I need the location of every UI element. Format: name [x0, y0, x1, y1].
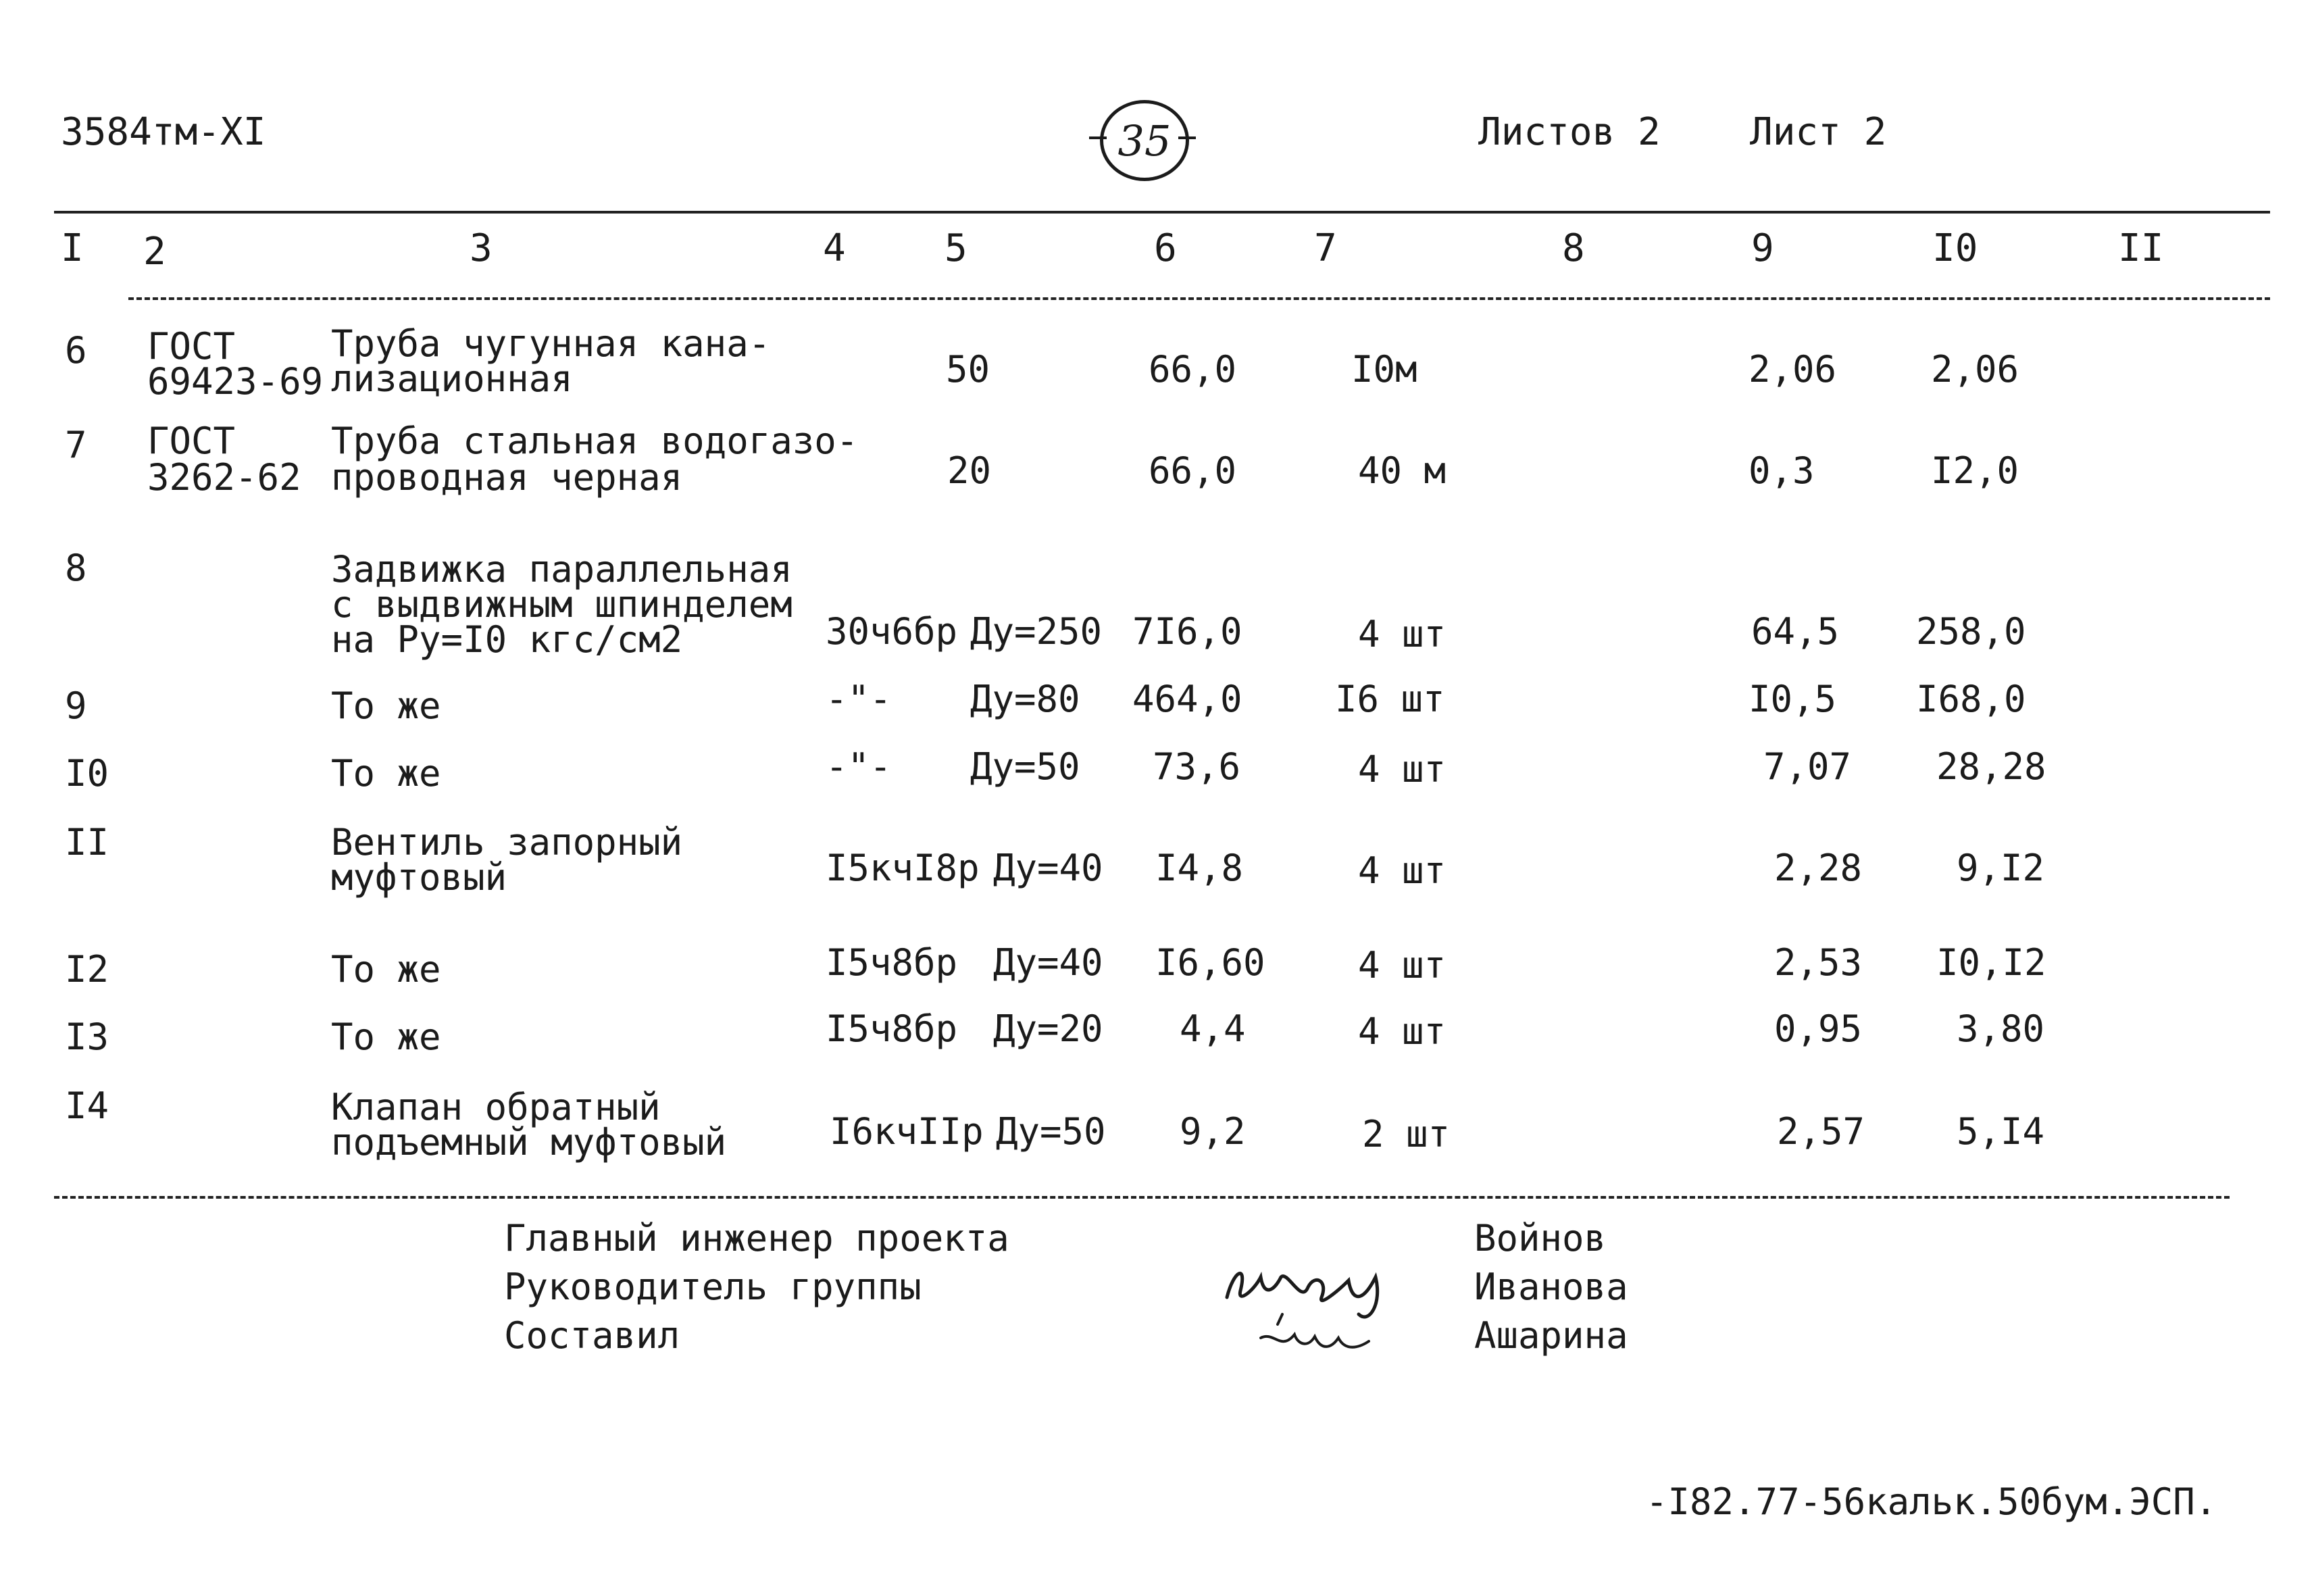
row-col5: Ду=50 — [970, 745, 1080, 788]
col-header-10: I0 — [1932, 226, 1978, 270]
row-number: II — [65, 821, 109, 864]
row-col10: 2,06 — [1931, 348, 2019, 391]
sheets-total: Листов 2 — [1478, 110, 1661, 154]
row-col6: 7I6,0 — [1132, 610, 1242, 653]
row-item-name: То же — [331, 1016, 441, 1058]
row-col10: I2,0 — [1931, 449, 2019, 492]
row-col4: I5ч8бр — [826, 1007, 958, 1050]
page-stamp-number: 35 — [1117, 116, 1172, 166]
row-col7: I6 шт — [1335, 678, 1445, 720]
row-col10: 9,I2 — [1957, 847, 2045, 889]
row-col10: 5,I4 — [1957, 1110, 2045, 1153]
row-col5: 50 — [946, 348, 990, 391]
row-item-name: Клапан обратный — [331, 1086, 661, 1128]
row-col9: 0,3 — [1749, 449, 1815, 492]
row-item-name: То же — [331, 752, 441, 795]
row-col6: 66,0 — [1149, 449, 1237, 492]
row-col7: 4 шт — [1358, 613, 1447, 655]
signature-role: Главный инженер проекта — [504, 1217, 1009, 1260]
signature-name: Иванова — [1474, 1266, 1628, 1308]
row-col6: 73,6 — [1153, 745, 1241, 788]
row-col7: 2 шт — [1362, 1113, 1451, 1155]
row-col5: Ду=20 — [993, 1007, 1103, 1050]
row-col4: -"- — [826, 745, 892, 788]
signature-role: Руководитель группы — [504, 1266, 922, 1308]
row-col6: I6,60 — [1155, 941, 1265, 984]
sheet-number: Лист 2 — [1750, 110, 1887, 154]
row-col6: 66,0 — [1149, 348, 1237, 391]
row-item-name: подъемный муфтовый — [331, 1121, 727, 1164]
row-number: 9 — [65, 684, 87, 727]
row-col10: I68,0 — [1916, 678, 2026, 720]
row-col7: I0м — [1351, 348, 1417, 391]
handwritten-signature — [1213, 1250, 1416, 1385]
row-col9: 2,53 — [1774, 941, 1863, 984]
row-col4: -"- — [826, 678, 892, 720]
signature-role: Составил — [504, 1314, 680, 1357]
row-item-name: Вентиль запорный — [331, 821, 683, 864]
row-item-name: лизационная — [331, 357, 573, 400]
row-col9: 64,5 — [1751, 610, 1840, 653]
row-col10: 258,0 — [1916, 610, 2026, 653]
row-item-name: То же — [331, 684, 441, 727]
signature-name: Ашарина — [1474, 1314, 1628, 1357]
row-col10: 3,80 — [1957, 1007, 2045, 1050]
print-code: -I82.77-56кальк.50бум.ЭСП. — [1646, 1480, 2217, 1523]
table-bottom-rule — [54, 1196, 2230, 1199]
col-header-8: 8 — [1562, 226, 1585, 270]
row-col7: 4 шт — [1358, 849, 1447, 892]
row-number: I2 — [65, 948, 109, 991]
row-col5: Ду=50 — [996, 1110, 1106, 1153]
row-col5: Ду=40 — [993, 941, 1103, 984]
row-number: 7 — [65, 424, 87, 466]
row-col6: 4,4 — [1180, 1007, 1246, 1050]
row-col10: I0,I2 — [1936, 941, 2046, 984]
col-header-9: 9 — [1751, 226, 1774, 270]
row-item-name: То же — [331, 948, 441, 991]
col-header-5: 5 — [945, 226, 967, 270]
row-standard: 3262-62 — [147, 456, 301, 499]
row-col6: 464,0 — [1132, 678, 1242, 720]
row-standard: ГОСТ — [147, 420, 236, 462]
page-number-stamp — [1100, 100, 1189, 181]
col-header-6: 6 — [1154, 226, 1177, 270]
header-bottom-rule — [128, 297, 2270, 300]
row-number: 8 — [65, 547, 87, 589]
row-number: 6 — [65, 329, 87, 372]
document-code: 3584тм-XI — [61, 110, 266, 154]
row-col4: I5кчI8р — [826, 847, 980, 889]
row-item-name: Труба стальная водогазо- — [331, 420, 859, 462]
row-item-name: с выдвижным шпинделем — [331, 583, 793, 626]
row-standard: 69423-69 — [147, 360, 324, 403]
row-col9: 2,06 — [1749, 348, 1837, 391]
row-col5: 20 — [947, 449, 992, 492]
col-header-11: II — [2118, 226, 2164, 270]
row-col7: 4 шт — [1358, 1010, 1447, 1053]
row-col5: Ду=250 — [970, 610, 1103, 653]
row-col9: 7,07 — [1763, 745, 1852, 788]
row-col9: I0,5 — [1749, 678, 1837, 720]
header-top-rule — [54, 211, 2270, 214]
col-header-4: 4 — [823, 226, 846, 270]
row-col10: 28,28 — [1936, 745, 2046, 788]
stamp-tick-right — [1178, 136, 1196, 139]
row-item-name: Труба чугунная кана- — [331, 322, 771, 365]
row-col5: Ду=80 — [970, 678, 1080, 720]
signature-name: Войнов — [1474, 1217, 1607, 1260]
row-col4: I6кчIIр — [830, 1110, 984, 1153]
row-col6: I4,8 — [1155, 847, 1244, 889]
row-item-name: проводная черная — [331, 456, 683, 499]
row-col7: 4 шт — [1358, 748, 1447, 791]
row-col9: 0,95 — [1774, 1007, 1863, 1050]
row-item-name: Задвижка параллельная — [331, 548, 793, 591]
row-col7: 40 м — [1358, 449, 1447, 492]
row-col9: 2,28 — [1774, 847, 1863, 889]
row-col7: 4 шт — [1358, 944, 1447, 987]
row-standard: ГОСТ — [147, 325, 236, 368]
row-item-name: муфтовый — [331, 856, 507, 899]
row-number: I3 — [65, 1016, 109, 1058]
row-col4: I5ч8бр — [826, 941, 958, 984]
col-header-1: I — [61, 226, 84, 270]
row-col9: 2,57 — [1777, 1110, 1865, 1153]
col-header-3: 3 — [470, 226, 493, 270]
col-header-7: 7 — [1314, 226, 1337, 270]
row-number: I4 — [65, 1084, 109, 1127]
row-col5: Ду=40 — [993, 847, 1103, 889]
row-col4: 30ч6бр — [826, 610, 958, 653]
col-header-2: 2 — [143, 230, 166, 274]
row-item-name: на Ру=I0 кгс/см2 — [331, 618, 683, 661]
row-col6: 9,2 — [1180, 1110, 1246, 1153]
row-number: I0 — [65, 752, 109, 795]
